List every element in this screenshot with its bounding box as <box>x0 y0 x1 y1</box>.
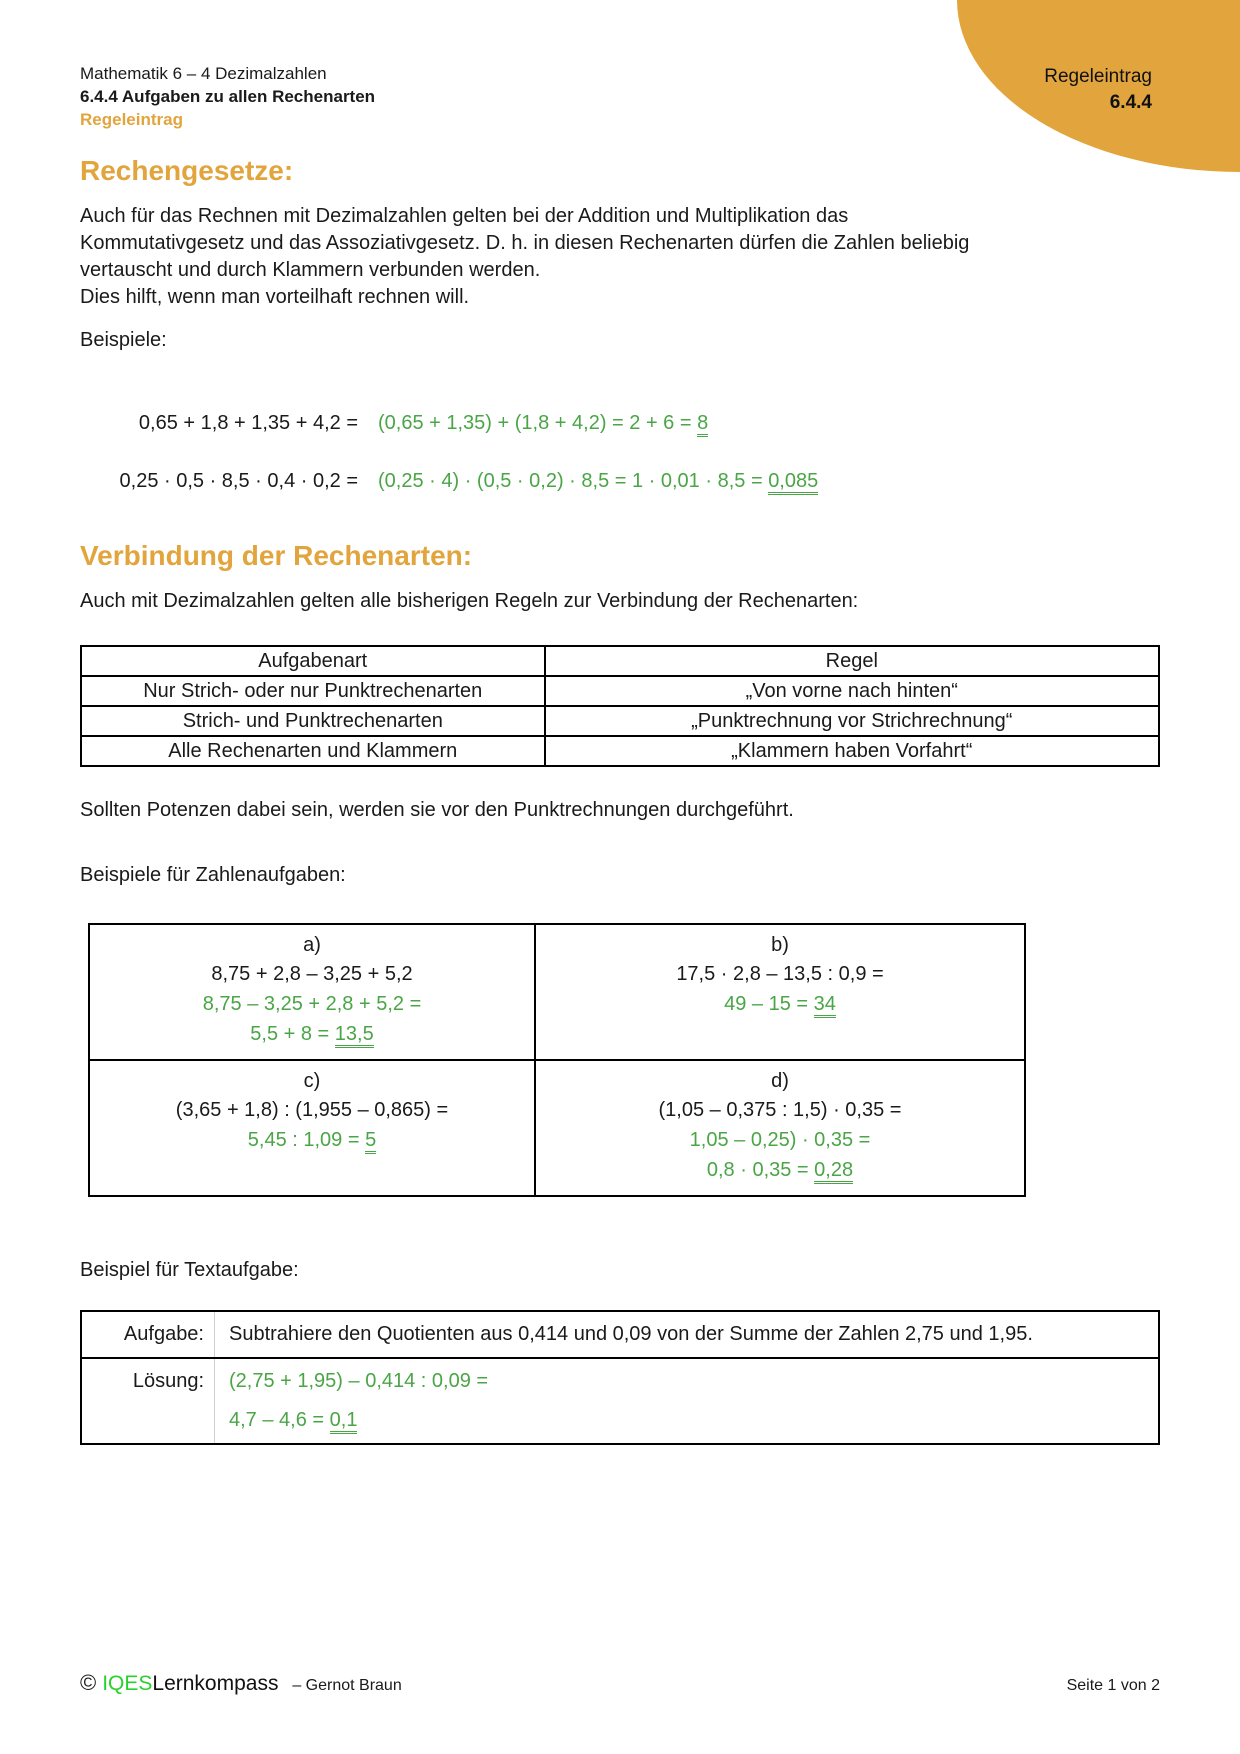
example-a-step: 8,75 – 3,25 + 2,8 + 5,2 = <box>202 993 422 1015</box>
example-c-problem: (3,65 + 1,8) : (1,955 – 0,865) = <box>175 1099 449 1121</box>
rechengesetze-paragraph-text: Auch für das Rechnen mit Dezimalzahlen gelten bei der Addition und Multiplikation das Kommutativgesetz und das Assoziativgesetz. D. h. in diesen Rechenarten dürfen die Zahlen beliebig vertauscht und durch Klammern verbunden werden. <box>80 205 970 281</box>
example-cell-b <box>535 924 1025 1060</box>
section-heading-verbindung: Verbindung der Rechenarten: <box>80 540 473 571</box>
verbindung-paragraph: Auch mit Dezimalzahlen gelten alle bisherigen Regeln zur Verbindung der Rechenarten: <box>80 590 859 612</box>
example-c-spacer <box>98 1155 526 1185</box>
example-b-final <box>544 989 1016 1019</box>
example-multiplication-problem: 0,25 · 0,5 · 8,5 · 0,4 · 0,2 = <box>119 470 358 492</box>
example-d-label: d) <box>771 1070 789 1092</box>
rechengesetze-paragraph <box>80 203 1000 311</box>
example-d-final <box>544 1155 1016 1185</box>
beispiele-label: Beispiele: <box>80 329 167 351</box>
rules-table-row <box>81 676 1159 706</box>
textaufgabe-loesung-row <box>81 1358 1159 1444</box>
header-subject: Mathematik 6 – 4 Dezimalzahlen <box>80 64 327 83</box>
header-chapter: 6.4.4 Aufgaben zu allen Rechenarten <box>80 87 376 106</box>
example-c-final-prefix: 5,45 : 1,09 = <box>247 1129 366 1151</box>
textaufgabe-label: Beispiel für Textaufgabe: <box>80 1259 299 1281</box>
example-a-final-prefix: 5,5 + 8 = <box>250 1023 335 1045</box>
number-examples-row-1 <box>89 924 1025 1060</box>
example-line-multiplication <box>80 468 1160 494</box>
textaufgabe-aufgabe-row <box>81 1311 1159 1358</box>
rules-table-row <box>81 706 1159 736</box>
page-footer <box>80 1670 1160 1696</box>
example-d-result: 0,28 <box>814 1159 853 1184</box>
number-examples-row-2 <box>89 1060 1025 1196</box>
example-c-label: c) <box>303 1070 321 1092</box>
zahlenaufgaben-label: Beispiele für Zahlenaufgaben: <box>80 864 346 886</box>
example-a-problem: 8,75 + 2,8 – 3,25 + 5,2 <box>211 963 413 985</box>
brand-iqes: IQES <box>102 1672 153 1695</box>
commutative-examples <box>80 410 1160 494</box>
loesung-line2-prefix: 4,7 – 4,6 = <box>229 1409 330 1431</box>
example-d-problem: (1,05 – 0,375 : 1,5) · 0,35 = <box>658 1099 902 1121</box>
example-cell-c <box>89 1060 535 1196</box>
corner-label: Regeleintrag <box>1044 66 1152 87</box>
example-b-label: b) <box>771 934 789 956</box>
example-line-addition <box>80 410 1160 436</box>
author-name: – Gernot Braun <box>292 1677 402 1694</box>
rules-table-header-row <box>81 646 1159 676</box>
corner-code: 6.4.4 <box>1109 92 1152 113</box>
example-cell-a <box>89 924 535 1060</box>
example-a-final <box>98 1019 526 1049</box>
potenzen-note: Sollten Potenzen dabei sein, werden sie vor den Punktrechnungen durchgeführt. <box>80 799 794 821</box>
rule-text-2: „Punktrechnung vor Strichrechnung“ <box>545 706 1159 736</box>
example-d-step: 1,05 – 0,25) · 0,35 = <box>689 1129 871 1151</box>
aufgabe-label: Aufgabe: <box>81 1311 215 1358</box>
document-header <box>80 62 1160 131</box>
rule-type-1: Nur Strich- oder nur Punktrechenarten <box>81 676 545 706</box>
brand-lernkompass: Lernkompass <box>152 1672 279 1695</box>
textaufgabe-table <box>80 1310 1160 1445</box>
rule-type-2: Strich- und Punktrechenarten <box>81 706 545 736</box>
rules-header-aufgabenart: Aufgabenart <box>81 646 545 676</box>
example-b-result: 34 <box>814 993 836 1018</box>
example-addition-steps: (0,65 + 1,35) + (1,8 + 4,2) = 2 + 6 = <box>378 412 698 434</box>
example-multiplication-result: 0,085 <box>768 470 818 495</box>
example-c-final <box>98 1125 526 1155</box>
rechengesetze-paragraph-text2: Dies hilft, wenn man vorteilhaft rechnen will. <box>80 286 470 308</box>
loesung-label: Lösung: <box>81 1358 215 1444</box>
header-type: Regeleintrag <box>80 110 183 129</box>
rules-header-regel: Regel <box>545 646 1159 676</box>
example-addition-result: 8 <box>697 412 708 437</box>
rules-table <box>80 645 1160 767</box>
copyright-icon: © <box>80 1670 97 1695</box>
example-a-result: 13,5 <box>335 1023 374 1048</box>
example-multiplication-steps: (0,25 · 4) · (0,5 · 0,2) · 8,5 = 1 · 0,01 · 8,5 = <box>378 470 769 492</box>
rules-table-row <box>81 736 1159 766</box>
page-number: Seite 1 von 2 <box>1066 1677 1160 1694</box>
publisher-brand <box>80 1670 402 1696</box>
example-addition-solution <box>378 410 708 436</box>
rule-type-3: Alle Rechenarten und Klammern <box>81 736 545 766</box>
example-multiplication-solution <box>378 468 818 494</box>
example-a-label: a) <box>303 934 321 956</box>
loesung-result: 0,1 <box>330 1409 358 1434</box>
example-addition-problem: 0,65 + 1,8 + 1,35 + 4,2 = <box>138 412 358 434</box>
number-examples-table <box>88 923 1026 1197</box>
example-d-final-prefix: 0,8 · 0,35 = <box>706 1159 815 1181</box>
example-b-final-prefix: 49 – 15 = <box>724 993 814 1015</box>
example-c-result: 5 <box>365 1129 376 1154</box>
aufgabe-text: Subtrahiere den Quotienten aus 0,414 und 0,09 von der Summe der Zahlen 2,75 und 1,95. <box>215 1311 1160 1358</box>
example-cell-d <box>535 1060 1025 1196</box>
loesung-line2 <box>229 1405 1148 1436</box>
loesung-line1: (2,75 + 1,95) – 0,414 : 0,09 = <box>229 1370 489 1392</box>
rule-text-3: „Klammern haben Vorfahrt“ <box>545 736 1159 766</box>
section-heading-rechengesetze: Rechengesetze: <box>80 155 294 186</box>
rule-text-1: „Von vorne nach hinten“ <box>545 676 1159 706</box>
loesung-text <box>215 1358 1160 1444</box>
example-b-problem: 17,5 · 2,8 – 13,5 : 0,9 = <box>676 963 884 985</box>
